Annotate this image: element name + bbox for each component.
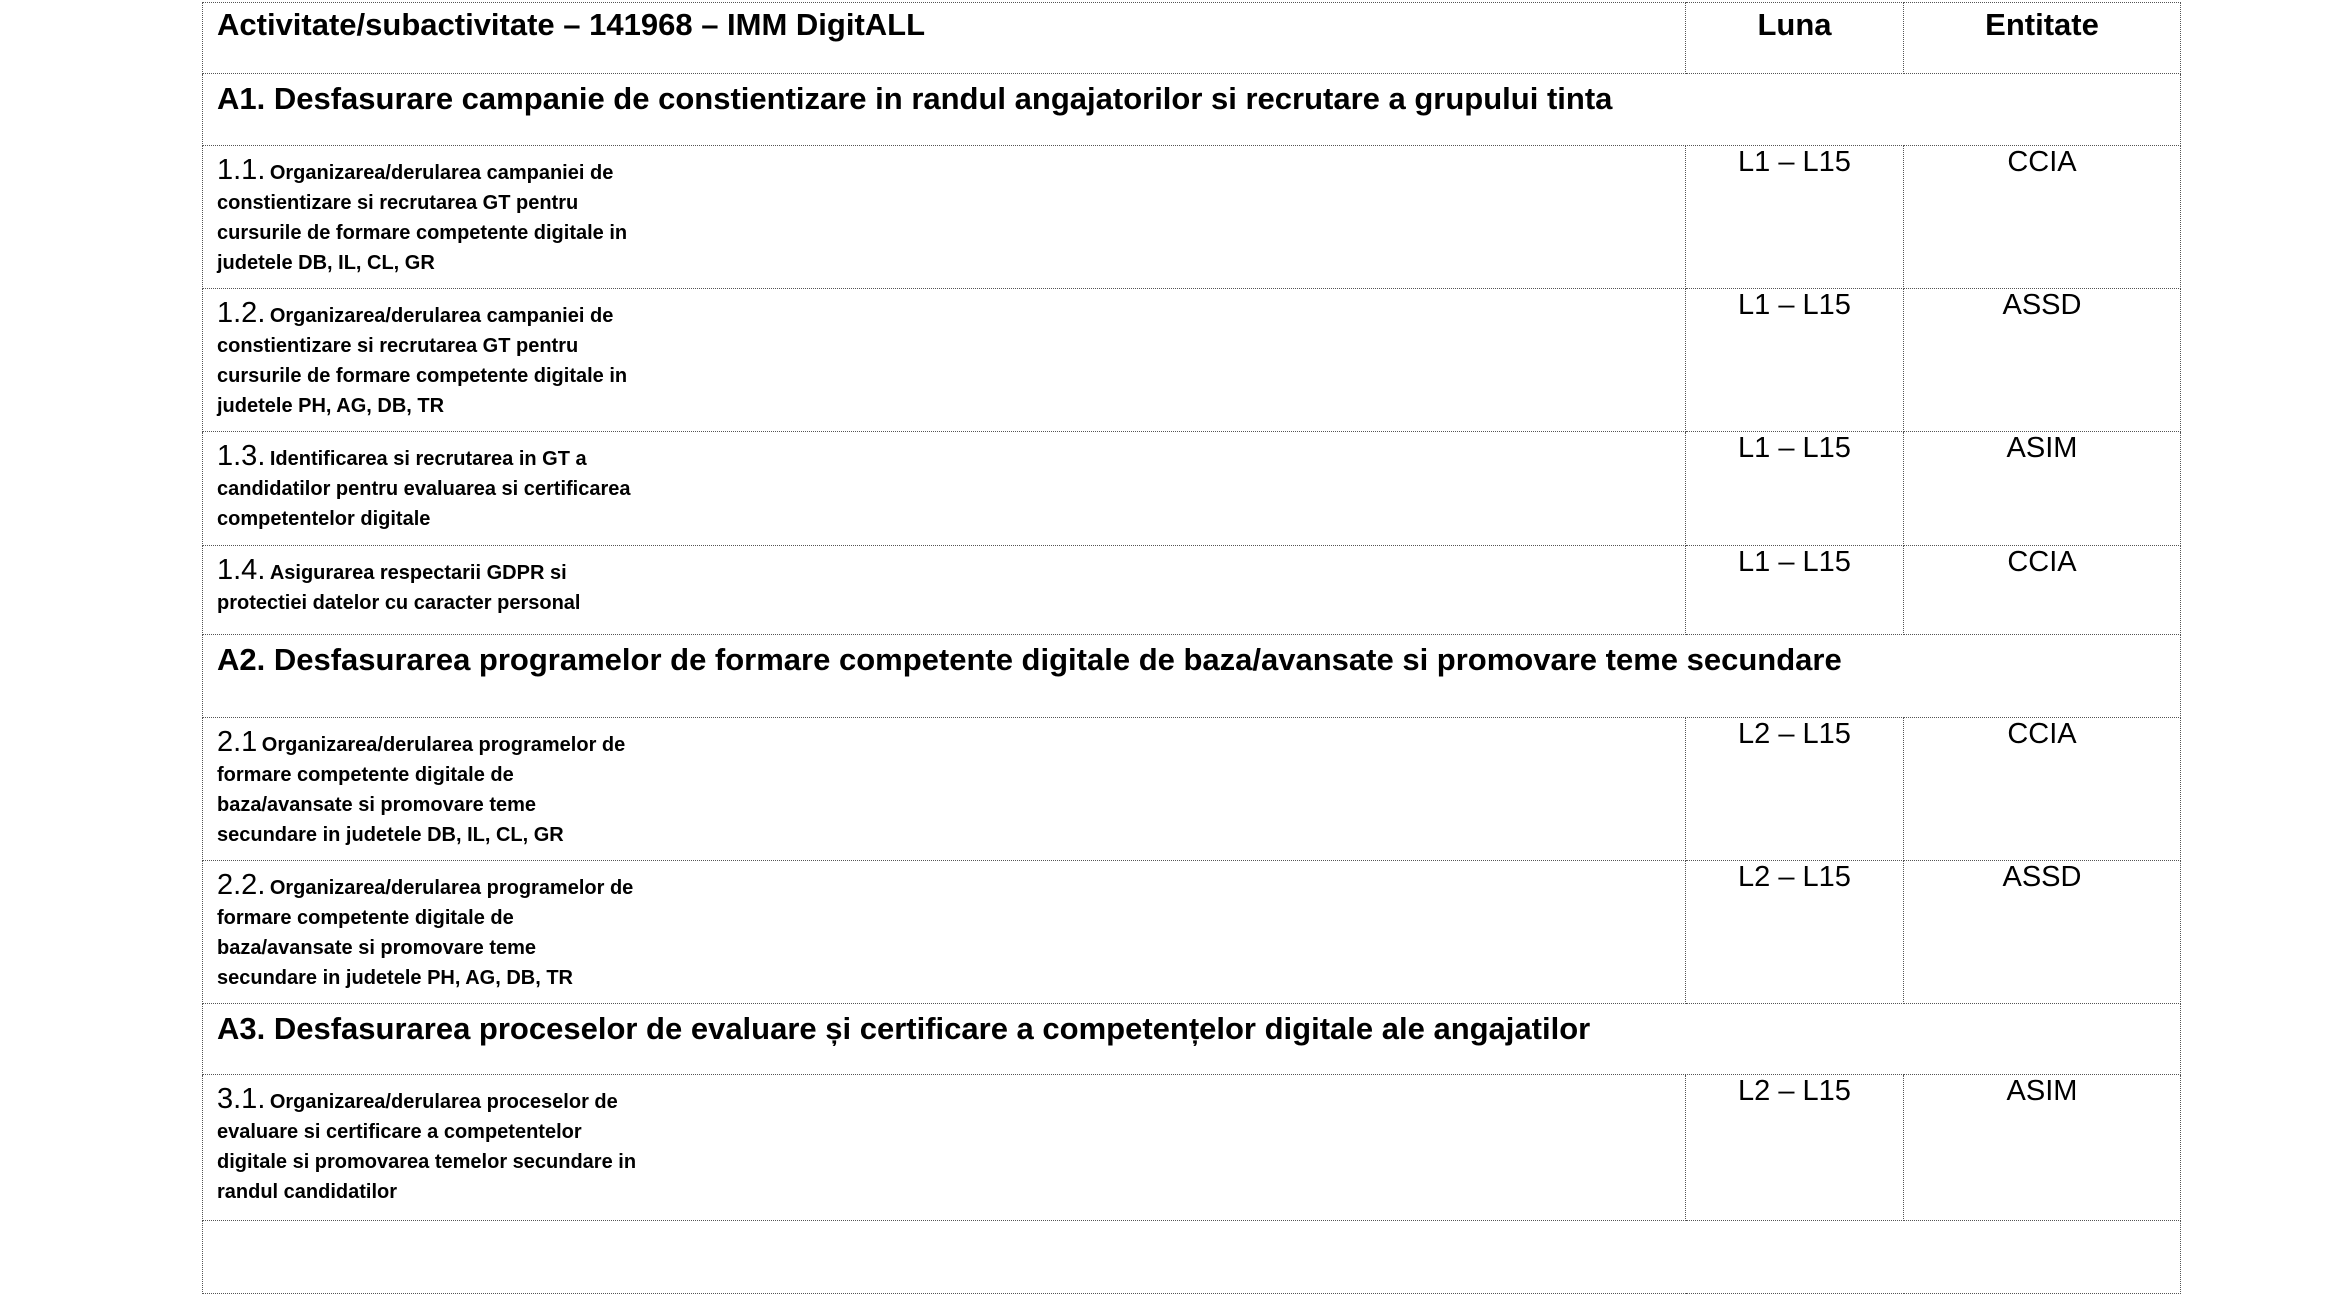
section-title: A2. Desfasurarea programelor de formare competente digitale de baza/avansate si promovare teme secundare [203, 635, 2181, 718]
activity-cell [203, 146, 1686, 289]
empty-cell [203, 1221, 2181, 1294]
entity-cell: CCIA [1904, 546, 2181, 635]
month-cell: L2 – L15 [1686, 861, 1904, 1004]
entity-cell: CCIA [1904, 718, 2181, 861]
section-row-a2 [203, 635, 2181, 718]
activity-description: Organizarea/derularea campaniei de constientizare si recrutarea GT pentru cursurile de formare competente digitale in judetele PH, AG, DB, TR [217, 305, 628, 417]
table-row [203, 718, 2181, 861]
header-month: Luna [1686, 3, 1904, 74]
table-row [203, 1075, 2181, 1221]
month-cell: L2 – L15 [1686, 1075, 1904, 1221]
entity-cell: ASIM [1904, 432, 2181, 546]
activity-number: 2.1 [217, 726, 258, 758]
activity-cell [203, 1075, 1686, 1221]
activity-number: 2.2. [217, 869, 266, 901]
activity-number: 1.1. [217, 154, 266, 186]
activity-number: 3.1. [217, 1083, 266, 1115]
activity-description: Organizarea/derularea programelor de formare competente digitale de baza/avansate si promovare teme secundare in judetele PH, AG, DB, TR [217, 877, 634, 989]
section-title: A3. Desfasurarea proceselor de evaluare și certificare a competențelor digitale ale angajatilor [203, 1004, 2181, 1075]
month-cell: L1 – L15 [1686, 432, 1904, 546]
section-row-a3 [203, 1004, 2181, 1075]
activity-cell [203, 861, 1686, 1004]
empty-row [203, 1221, 2181, 1294]
table-row [203, 146, 2181, 289]
activity-description: Organizarea/derularea campaniei de constientizare si recrutarea GT pentru cursurile de formare competente digitale in judetele DB, IL, CL, GR [217, 162, 628, 274]
activity-description: Organizarea/derularea programelor de formare competente digitale de baza/avansate si promovare teme secundare in judetele DB, IL, CL, GR [217, 734, 626, 846]
activity-description: Organizarea/derularea proceselor de evaluare si certificare a competentelor digitale si promovarea temelor secundare in randul candidatilor [217, 1091, 637, 1203]
entity-cell: CCIA [1904, 146, 2181, 289]
header-entity: Entitate [1904, 3, 2181, 74]
table-header-row [203, 3, 2181, 74]
table-row [203, 861, 2181, 1004]
section-title: A1. Desfasurare campanie de constientizare in randul angajatorilor si recrutare a grupului tinta [203, 74, 2181, 146]
entity-cell: ASIM [1904, 1075, 2181, 1221]
header-activity: Activitate/subactivitate – 141968 – IMM DigitALL [203, 3, 1686, 74]
month-cell: L1 – L15 [1686, 146, 1904, 289]
month-cell: L1 – L15 [1686, 546, 1904, 635]
activities-table [202, 2, 2181, 1294]
month-cell: L1 – L15 [1686, 289, 1904, 432]
activity-number: 1.2. [217, 297, 266, 329]
activity-cell [203, 718, 1686, 861]
table-row [203, 432, 2181, 546]
table-row [203, 546, 2181, 635]
activity-number: 1.4. [217, 554, 266, 586]
table-row [203, 289, 2181, 432]
activity-number: 1.3. [217, 440, 266, 472]
activity-description: Asigurarea respectarii GDPR si protectiei datelor cu caracter personal [217, 562, 581, 614]
month-cell: L2 – L15 [1686, 718, 1904, 861]
activity-cell [203, 289, 1686, 432]
entity-cell: ASSD [1904, 289, 2181, 432]
entity-cell: ASSD [1904, 861, 2181, 1004]
activity-cell [203, 546, 1686, 635]
section-row-a1 [203, 74, 2181, 146]
activity-cell [203, 432, 1686, 546]
activity-description: Identificarea si recrutarea in GT a candidatilor pentru evaluarea si certificarea competentelor digitale [217, 448, 631, 530]
